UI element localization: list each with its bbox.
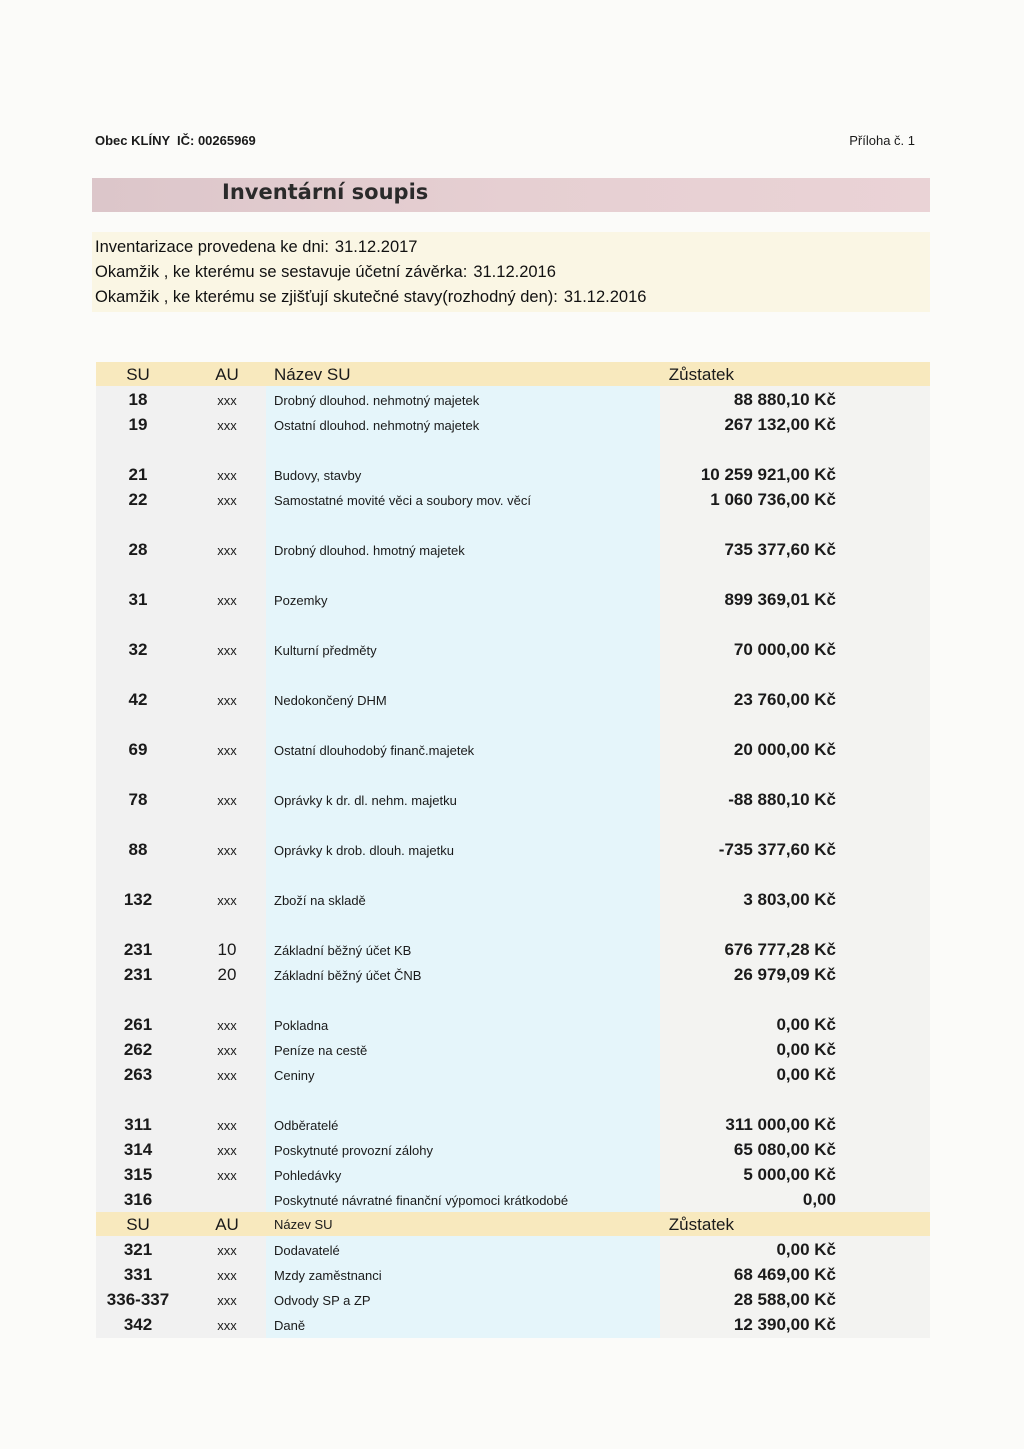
row-balance: 0,00 Kč bbox=[776, 1240, 836, 1259]
row-au: xxx bbox=[217, 468, 237, 483]
row-su: 42 bbox=[128, 690, 148, 709]
row-name: Základní běžný účet ČNB bbox=[274, 968, 422, 983]
table-row bbox=[96, 963, 930, 987]
info-label: Inventarizace provedena ke dni: bbox=[95, 238, 329, 256]
row-au: xxx bbox=[217, 593, 237, 608]
row-name: Pohledávky bbox=[274, 1168, 342, 1183]
row-balance: 1 060 736,00 Kč bbox=[710, 490, 836, 509]
row-au: xxx bbox=[217, 393, 237, 408]
table-row bbox=[96, 638, 930, 662]
row-balance: 0,00 bbox=[802, 1190, 836, 1209]
row-au: xxx bbox=[217, 1318, 237, 1333]
table-row bbox=[96, 1163, 930, 1187]
row-su: 22 bbox=[128, 490, 148, 509]
table-row bbox=[96, 388, 930, 412]
row-balance: 65 080,00 Kč bbox=[733, 1140, 836, 1159]
row-balance: 10 259 921,00 Kč bbox=[700, 465, 836, 484]
row-name: Mzdy zaměstnanci bbox=[274, 1268, 382, 1283]
row-su: 314 bbox=[123, 1140, 153, 1159]
inventory-info bbox=[92, 232, 930, 312]
table-row bbox=[96, 1113, 930, 1137]
table-header bbox=[96, 362, 930, 386]
row-name: Zboží na skladě bbox=[274, 893, 366, 908]
row-balance: -735 377,60 Kč bbox=[718, 840, 836, 859]
row-su: 31 bbox=[128, 590, 148, 609]
row-su: 342 bbox=[123, 1315, 153, 1334]
row-su: 231 bbox=[123, 940, 153, 959]
row-su: 315 bbox=[123, 1165, 153, 1184]
row-balance: 676 777,28 Kč bbox=[724, 940, 836, 959]
row-name: Odvody SP a ZP bbox=[274, 1293, 371, 1308]
column-header-name: Název SU bbox=[274, 365, 351, 384]
row-name: Základní běžný účet KB bbox=[274, 943, 412, 958]
page-header bbox=[95, 133, 915, 153]
column-header-su: SU bbox=[126, 365, 150, 384]
row-su: 231 bbox=[123, 965, 153, 984]
row-balance: 0,00 Kč bbox=[776, 1015, 836, 1034]
row-name: Ostatní dlouhodobý finanč.majetek bbox=[274, 743, 475, 758]
row-name: Samostatné movité věci a soubory mov. věcí bbox=[274, 493, 531, 508]
row-name: Kulturní předměty bbox=[274, 643, 377, 658]
row-balance: 26 979,09 Kč bbox=[733, 965, 836, 984]
row-su: 28 bbox=[128, 540, 148, 559]
row-balance: 88 880,10 Kč bbox=[733, 390, 836, 409]
table-row bbox=[96, 938, 930, 962]
table-row bbox=[96, 463, 930, 487]
table-row bbox=[96, 888, 930, 912]
column-header-su: SU bbox=[126, 1215, 150, 1234]
row-name: Budovy, stavby bbox=[274, 468, 362, 483]
row-name: Pokladna bbox=[274, 1018, 329, 1033]
table-row bbox=[96, 1013, 930, 1037]
info-line bbox=[95, 263, 556, 282]
organization-id: IČ: 00265969 bbox=[177, 133, 256, 148]
row-balance: 0,00 Kč bbox=[776, 1040, 836, 1059]
row-name: Dodavatelé bbox=[274, 1243, 340, 1258]
row-name: Oprávky k drob. dlouh. majetku bbox=[274, 843, 454, 858]
row-au: xxx bbox=[217, 1143, 237, 1158]
row-au: xxx bbox=[217, 743, 237, 758]
row-su: 132 bbox=[123, 890, 153, 909]
row-balance: 68 469,00 Kč bbox=[733, 1265, 836, 1284]
row-su: 263 bbox=[123, 1065, 153, 1084]
row-su: 262 bbox=[123, 1040, 153, 1059]
info-line bbox=[95, 288, 646, 307]
table-row bbox=[96, 838, 930, 862]
row-au: xxx bbox=[217, 793, 237, 808]
table-row bbox=[96, 688, 930, 712]
row-au: xxx bbox=[217, 893, 237, 908]
row-name: Drobný dlouhod. nehmotný majetek bbox=[274, 393, 480, 408]
row-balance: 735 377,60 Kč bbox=[724, 540, 836, 559]
table-row bbox=[96, 588, 930, 612]
row-balance: 899 369,01 Kč bbox=[724, 590, 836, 609]
info-label: Okamžik , ke kterému se sestavuje účetní závěrka: bbox=[95, 263, 468, 281]
row-balance: 12 390,00 Kč bbox=[733, 1315, 836, 1334]
row-name: Poskytnuté návratné finanční výpomoci krátkodobé bbox=[274, 1193, 569, 1208]
table-row bbox=[96, 738, 930, 762]
column-header-name: Název SU bbox=[274, 1217, 333, 1232]
organization-name: Obec KLÍNY bbox=[95, 133, 171, 148]
row-au: 10 bbox=[217, 940, 237, 959]
row-balance: -88 880,10 Kč bbox=[728, 790, 836, 809]
table-row bbox=[96, 1263, 930, 1287]
document-title: Inventární soupis bbox=[222, 180, 429, 204]
attachment-label: Příloha č. 1 bbox=[849, 133, 915, 148]
column-header-au: AU bbox=[215, 1215, 239, 1234]
table-row bbox=[96, 1313, 930, 1337]
table-row bbox=[96, 1238, 930, 1262]
row-au: xxx bbox=[217, 1118, 237, 1133]
row-su: 21 bbox=[128, 465, 148, 484]
row-su: 69 bbox=[128, 740, 148, 759]
row-name: Drobný dlouhod. hmotný majetek bbox=[274, 543, 465, 558]
table-row bbox=[96, 413, 930, 437]
row-name: Oprávky k dr. dl. nehm. majetku bbox=[274, 793, 457, 808]
row-su: 19 bbox=[128, 415, 148, 434]
column-header-au: AU bbox=[215, 365, 239, 384]
table-row bbox=[96, 788, 930, 812]
info-value: 31.12.2016 bbox=[563, 288, 647, 306]
row-balance: 28 588,00 Kč bbox=[733, 1290, 836, 1309]
row-au: xxx bbox=[217, 843, 237, 858]
row-su: 316 bbox=[123, 1190, 153, 1209]
row-balance: 267 132,00 Kč bbox=[724, 415, 836, 434]
table-row bbox=[96, 1063, 930, 1087]
row-su: 88 bbox=[128, 840, 148, 859]
row-au: xxx bbox=[217, 1268, 237, 1283]
row-au: xxx bbox=[217, 1168, 237, 1183]
row-au: xxx bbox=[217, 1018, 237, 1033]
row-au: 20 bbox=[217, 965, 237, 984]
info-label: Okamžik , ke kterému se zjišťují skutečné stavy(rozhodný den): bbox=[95, 288, 558, 306]
row-au: xxx bbox=[217, 643, 237, 658]
row-su: 311 bbox=[124, 1115, 152, 1134]
row-su: 336-337 bbox=[106, 1290, 170, 1309]
table-row bbox=[96, 488, 930, 512]
row-name: Odběratelé bbox=[274, 1118, 339, 1133]
row-name: Pozemky bbox=[274, 593, 328, 608]
row-name: Peníze na cestě bbox=[274, 1043, 368, 1058]
row-name: Ostatní dlouhod. nehmotný majetek bbox=[274, 418, 480, 433]
row-su: 32 bbox=[128, 640, 148, 659]
row-balance: 20 000,00 Kč bbox=[733, 740, 836, 759]
row-au: xxx bbox=[217, 1243, 237, 1258]
info-line bbox=[95, 238, 418, 257]
table-row bbox=[96, 538, 930, 562]
column-header-balance: Zůstatek bbox=[668, 1215, 734, 1234]
row-su: 18 bbox=[128, 390, 148, 409]
row-au: xxx bbox=[217, 493, 237, 508]
info-value: 31.12.2016 bbox=[473, 263, 556, 281]
row-balance: 23 760,00 Kč bbox=[733, 690, 836, 709]
row-name: Daně bbox=[274, 1318, 306, 1333]
row-balance: 5 000,00 Kč bbox=[743, 1165, 836, 1184]
row-su: 78 bbox=[128, 790, 148, 809]
row-au: xxx bbox=[217, 693, 237, 708]
row-name: Nedokončený DHM bbox=[274, 693, 387, 708]
row-balance: 0,00 Kč bbox=[776, 1065, 836, 1084]
row-name: Poskytnuté provozní zálohy bbox=[274, 1143, 433, 1158]
table-row bbox=[96, 1188, 930, 1212]
row-au: xxx bbox=[217, 418, 237, 433]
row-name: Ceniny bbox=[274, 1068, 315, 1083]
row-balance: 3 803,00 Kč bbox=[743, 890, 836, 909]
row-su: 321 bbox=[123, 1240, 153, 1259]
row-balance: 311 000,00 Kč bbox=[725, 1115, 836, 1134]
table-row bbox=[96, 1288, 930, 1312]
row-au: xxx bbox=[217, 1043, 237, 1058]
column-header-balance: Zůstatek bbox=[668, 365, 734, 384]
title-banner bbox=[92, 178, 930, 212]
row-au: xxx bbox=[217, 543, 237, 558]
row-au: xxx bbox=[217, 1293, 237, 1308]
row-balance: 70 000,00 Kč bbox=[733, 640, 836, 659]
row-su: 331 bbox=[123, 1265, 153, 1284]
table-row bbox=[96, 1038, 930, 1062]
table-row bbox=[96, 1138, 930, 1162]
row-au: xxx bbox=[217, 1068, 237, 1083]
info-value: 31.12.2017 bbox=[334, 238, 418, 256]
table-header bbox=[96, 1212, 930, 1236]
row-su: 261 bbox=[123, 1015, 153, 1034]
